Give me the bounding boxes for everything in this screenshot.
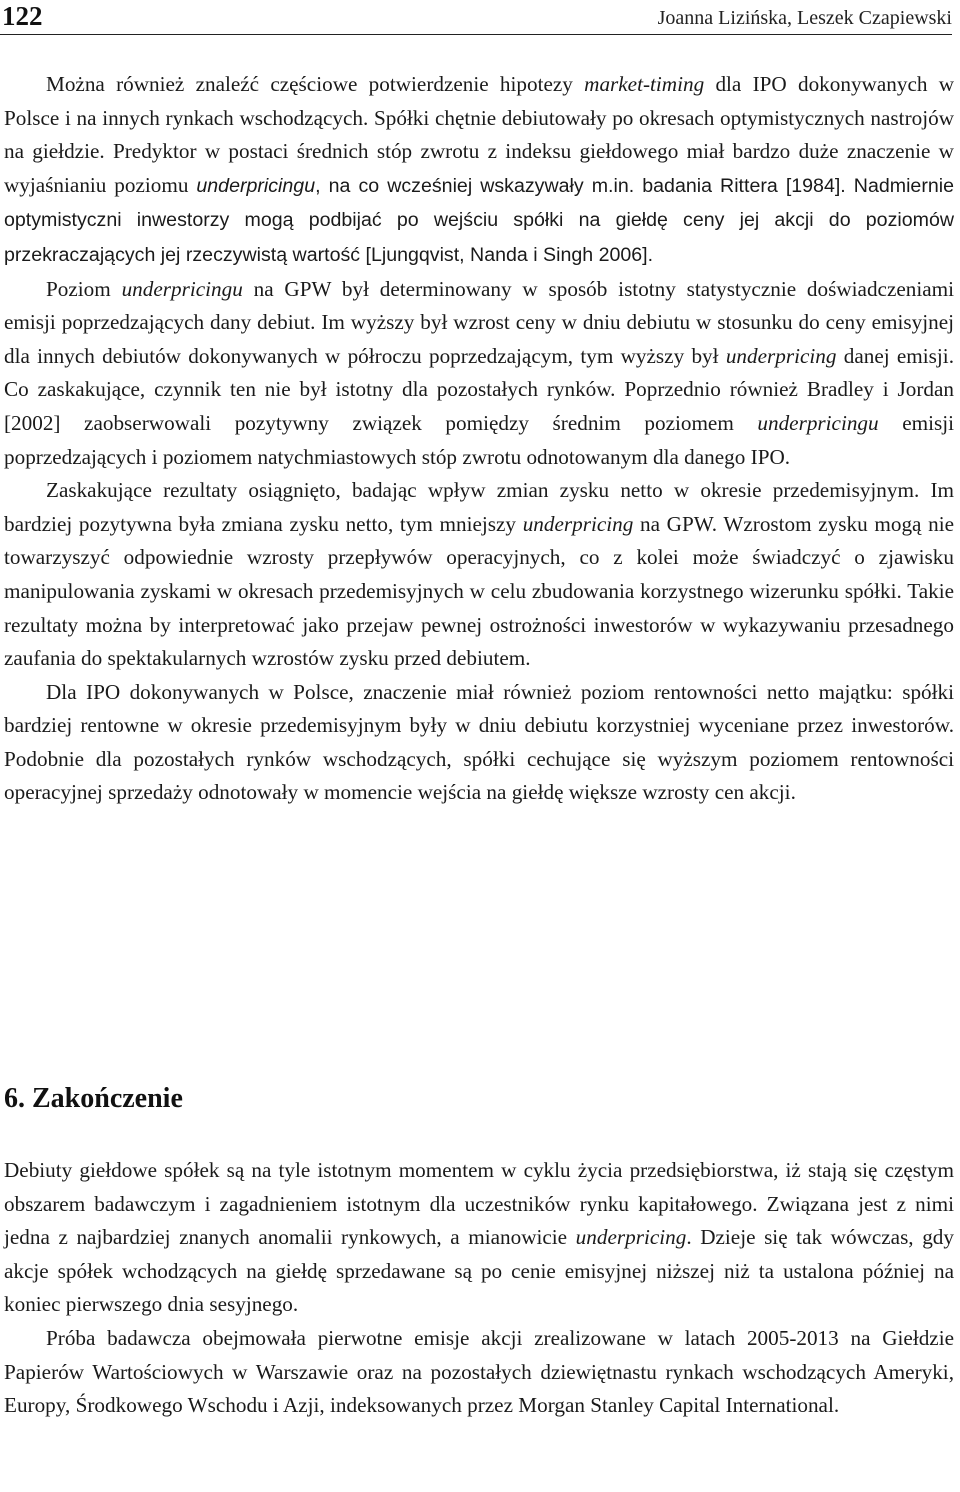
text-run: Zaskakujące rezultaty osiągnięto, badając wpływ zmian zysku netto w okresie przedemisyjnym. Im bardziej pozytywna była zmiana zysku netto, tym mniejszy [4, 478, 954, 536]
text-run: . Dzieje się tak wówczas, gdy akcje spółek wchodzących na giełdę sprzedawane są po cenie emisyjnej niższej niż ta ustalona później na koniec pierwszego dnia sesyjnego. [4, 1225, 954, 1317]
text-run: Można również znaleźć częściowe potwierdzenie hipotezy [46, 72, 585, 96]
italic-term: underpricing [522, 511, 634, 536]
paragraph-research-sample [4, 1322, 954, 1423]
running-header [0, 0, 952, 35]
running-header-authors: Joanna Lizińska, Leszek Czapiewski [657, 7, 952, 29]
italic-term: underpricingu [757, 410, 879, 435]
text-run: Debiuty giełdowe spółek są na tyle istotnym momentem w cyklu życia przedsiębiorstwa, iż stają się częstym obszarem badawczym i zagadnieniem istotnym dla uczestników rynku kapitałowego. Związana jest z nimi jedna z najbardziej znanych anomalii rynkowych, a mianowicie [4, 1158, 954, 1250]
italic-term: underpricingu [121, 276, 243, 301]
body-text [4, 68, 954, 810]
paragraph-market-timing [4, 68, 954, 273]
section-heading: 6. Zakończenie [4, 1083, 183, 1114]
text-run: na GPW. Wzrostom zysku mogą nie towarzyszyć odpowiednie wzrosty przepływów operacyjnych, co z kolei może świadczyć o zjawisku manipulowania zyskami w okresach przedemisyjnych w celu zbudowania korzystnego wizerunku spółki. Takie rezultaty można by interpretować jako przejaw pewnej ostrożności inwestorów w wykazywaniu przesadnego zaufania do spektakularnych wzrostów zysku przed debiutem. [4, 511, 954, 671]
text-run: danej emisji. Co zaskakujące, czynnik ten nie był istotny dla pozostałych rynków. Poprzednio również Bradley i Jordan [2002] zaobserwowali pozytywny związek pomiędzy średnim poziomem [4, 343, 954, 435]
italic-term: underpricing [725, 343, 837, 368]
paragraph-ipo-debuts [4, 1154, 954, 1322]
text-run: emisji poprzedzających i poziomem natychmiastowych stóp zwrotu odnotowanym dla danego IPO. [4, 410, 954, 469]
text-run: Dla IPO dokonywanych w Polsce, znaczenie miał również poziom rentowności netto majątku: spółki bardziej rentowne w okresie przedemisyjnym były w dniu debiutu korzystniej wyceniane przez inwestorów. Podobnie dla pozostałych rynków wschodzących, spółki cechujące się wyższym poziomem rentowności operacyjnej sprzedaży odnotowały w momencie wejścia na giełdę większe wzrosty cen akcji. [4, 679, 954, 805]
text-run: dla IPO dokonywanych w Polsce i na innych rynkach wschodzących. Spółki chętnie debiutowały po okresach optymistycznych nastrojów na giełdzie. Predyktor w postaci średnich stóp zwrotu z indeksu giełdowego miał bardzo duże znaczenie w wyjaśnianiu poziomu [4, 72, 954, 197]
conclusion-text [4, 1154, 954, 1423]
paragraph-profitability [4, 676, 954, 810]
text-run: na GPW był determinowany w sposób istotny statystycznie doświadczeniami emisji poprzedzających dany debiut. Im wyższy był wzrost ceny w dniu debiutu w stosunku do ceny emisyjnej dla innych debiutów dokonywanych w półroczu poprzedzającym, tym wyższy był [4, 276, 954, 368]
text-run: , na co wcześniej wskazywały m.in. badania Rittera [1984]. Nadmiernie optymistyczni inwestorzy mogą podbijać po wejściu spółki na giełdę ceny jej akcji do poziomów przekraczających jej rzeczywistą wartość [Ljungqvist, Nanda i Singh 2006]. [4, 174, 954, 266]
italic-term: underpricingu [196, 174, 316, 197]
italic-term: market-timing [584, 72, 705, 96]
text-run: Próba badawcza obejmowała pierwotne emisje akcji zrealizowane w latach 2005-2013 na Giełdzie Papierów Wartościowych w Warszawie oraz na pozostałych dziewiętnastu rynkach wschodzących Ameryki, Europy, Środkowego Wschodu i Azji, indeksowanych przez Morgan Stanley Capital International. [4, 1325, 954, 1418]
text-run: Poziom [46, 276, 122, 301]
paragraph-gpw-determinants [4, 273, 954, 475]
paragraph-net-profit [4, 474, 954, 676]
italic-term: underpricing [575, 1225, 687, 1250]
page-number: 122 [2, 1, 43, 31]
